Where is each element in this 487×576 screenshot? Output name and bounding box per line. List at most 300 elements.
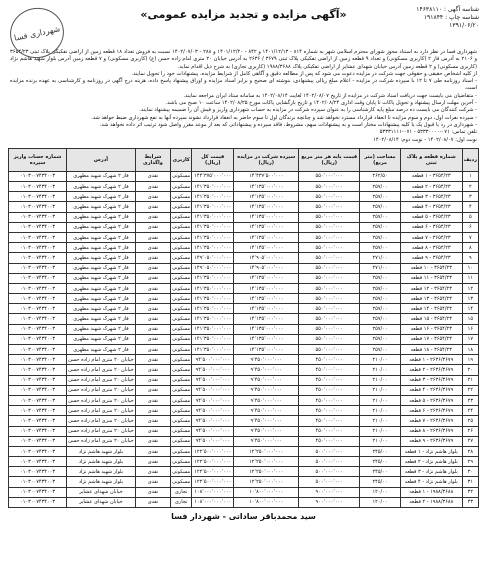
table-cell: ۹۴٬۵۰۰٬۰۰۰٬۰۰۰ (192, 416, 234, 426)
table-cell: نقدی (135, 283, 170, 293)
table-cell: ۵۵۰٬۰۰۰٬۰۰۰ (299, 273, 360, 283)
table-cell: نقدی (135, 232, 170, 242)
table-cell: خیابان ۲۰ متری امام زاده حسن (67, 406, 136, 416)
table-cell: ۸ (462, 243, 478, 253)
table-cell: ۱۹ (462, 355, 478, 365)
table-cell: بلوار هاشم نژاد - ۱ قطعه (400, 446, 462, 456)
table-cell: ۰۱۰۳۰۰۷۴۳۴۰۰۳ (9, 294, 67, 304)
table-cell: فاز ۲ شهرک شهید مطهری (67, 182, 136, 192)
table-cell: ۲۵۷/۰۰ (360, 334, 401, 344)
table-cell: ۰۱۰۳۰۰۷۴۳۴۰۰۳ (9, 334, 67, 344)
table-cell: نقدی (135, 497, 170, 507)
table-cell: ۵۵۰٬۰۰۰٬۰۰۰ (299, 212, 360, 222)
table-cell: ۲۶۳۶/۳۶۷۹ - ۹ قطعه (400, 436, 462, 446)
table-cell: ۹ (462, 253, 478, 263)
page-title: «آگهی مزایده و تجدید مزایده عمومی» (140, 8, 347, 21)
table-cell: مسکونی (171, 426, 192, 436)
table-cell: ۵۵۰٬۰۰۰٬۰۰۰ (299, 334, 360, 344)
table-cell: مسکونی (171, 334, 192, 344)
table-cell: ۰۱۰۳۰۰۷۴۳۴۰۰۳ (9, 345, 67, 355)
table-cell: ۰۱۰۳۰۰۷۴۳۴۰۰۳ (9, 182, 67, 192)
table-cell: ۱۴۱٬۳۵۰٬۰۰۰٬۰۰۰ (192, 243, 234, 253)
table-cell: ۱۴٬۱۳۵٬۰۰۰٬۰۰۰ (234, 294, 299, 304)
column-header: آدرس (67, 148, 136, 171)
table-cell: نقدی (135, 487, 170, 497)
table-cell: ۱۴۱٬۳۵۰٬۰۰۰٬۰۰۰ (192, 222, 234, 232)
table-cell: فاز ۲ شهرک شهید مطهری (67, 243, 136, 253)
table-cell: نقدی (135, 222, 170, 232)
table-cell: ۲۴ (462, 406, 478, 416)
table-cell: ۳۶۵۴/۲۳ - ۱۱ قطعه (400, 273, 462, 283)
table-cell: ۱۴۱٬۳۵۰٬۰۰۰٬۰۰۰ (192, 232, 234, 242)
table-cell: مسکونی (171, 477, 192, 487)
table-row (9, 324, 479, 334)
table-cell: ۵۵۰٬۰۰۰٬۰۰۰ (299, 253, 360, 263)
table-cell: بلوار شهید هاشم نژاد (67, 446, 136, 456)
table-cell: خیابان ۲۰ متری امام زاده حسن (67, 426, 136, 436)
table-cell: نقدی (135, 304, 170, 314)
notice-paragraph: - متقاضیان می بایست جهت دریافت اسناد شرکت در مزایده از تاریخ ۱۴۰۲/۰۸/۰۷ لغایت ۱۴۰۲/۰۸/۱۴ به سامانه ستاد ایران مراجعه نمایند. (183, 92, 477, 99)
table-row (9, 202, 479, 212)
table-cell: ۲۰ (462, 365, 478, 375)
table-cell: ۰۱۰۳۰۰۷۴۳۴۰۰۳ (9, 487, 67, 497)
table-cell: نقدی (135, 192, 170, 202)
table-cell: ۱۴٬۹۰۵٬۰۰۰٬۰۰۰ (234, 263, 299, 273)
table-cell: خیابان ۲۰ متری امام زاده حسن (67, 436, 136, 446)
column-header: کاربری (171, 148, 192, 171)
table-cell: ۱۴ (462, 304, 478, 314)
table-cell: نقدی (135, 406, 170, 416)
table-row (9, 253, 479, 263)
table-cell: ۲۶۳۶/۳۶۷۹ - ۲ قطعه (400, 365, 462, 375)
table-cell: مسکونی (171, 232, 192, 242)
table-cell: ۴۵۰٬۰۰۰٬۰۰۰ (299, 436, 360, 446)
table-cell: ۲۵۷/۰۰ (360, 212, 401, 222)
table-cell: فاز ۲ شهرک شهید مطهری (67, 345, 136, 355)
table-cell: ۲ (462, 182, 478, 192)
table-cell: ۱۲ (462, 283, 478, 293)
table-cell: ۱۲٬۲۵۰٬۰۰۰٬۰۰۰ (234, 467, 299, 477)
table-cell: ۹۴٬۵۰۰٬۰۰۰٬۰۰۰ (192, 365, 234, 375)
table-cell: ۳۶۵۴/۲۳ - ۲ قطعه (400, 182, 462, 192)
table-cell: ۱۹۸۸/۳۶۸۸ - ۲ قطعه (400, 497, 462, 507)
table-row (9, 345, 479, 355)
table-cell: ۵۰۰٬۰۰۰٬۰۰۰ (299, 446, 360, 456)
table-cell: ۲۵ (462, 416, 478, 426)
table-cell: مسکونی (171, 192, 192, 202)
table-row (9, 395, 479, 405)
table-cell: ۱۴٬۴۳۷٬۵۰۰٬۰۰۰ (234, 171, 299, 181)
table-cell: تجاری (171, 487, 192, 497)
table-cell: ۰۱۰۳۰۰۷۴۳۴۰۰۳ (9, 375, 67, 385)
table-cell: ۳۶۵۴/۲۳ - ۹ قطعه (400, 253, 462, 263)
table-cell: نقدی (135, 416, 170, 426)
table-cell: ۲۵۷/۰۰ (360, 182, 401, 192)
table-cell: مسکونی (171, 324, 192, 334)
table-cell: نقدی (135, 334, 170, 344)
table-row (9, 171, 479, 181)
table-cell: ۹٬۴۵۰٬۰۰۰٬۰۰۰ (234, 395, 299, 405)
table-cell: ۳۲ (462, 487, 478, 497)
table-cell: ۳۳ (462, 497, 478, 507)
table-cell: ۵۵۰٬۰۰۰٬۰۰۰ (299, 182, 360, 192)
table-cell: ۲۱۰/۰۰ (360, 375, 401, 385)
table-cell: ۱۴٬۱۳۵٬۰۰۰٬۰۰۰ (234, 212, 299, 222)
table-cell: ۹۴٬۵۰۰٬۰۰۰٬۰۰۰ (192, 426, 234, 436)
table-cell: ۰۱۰۳۰۰۷۴۳۴۰۰۳ (9, 416, 67, 426)
table-cell: ۱۴٬۱۳۵٬۰۰۰٬۰۰۰ (234, 345, 299, 355)
table-row (9, 426, 479, 436)
notice-meta (416, 6, 479, 30)
table-cell: نقدی (135, 273, 170, 283)
table-cell: ۹۴٬۵۰۰٬۰۰۰٬۰۰۰ (192, 406, 234, 416)
table-cell: ۹۴٬۵۰۰٬۰۰۰٬۰۰۰ (192, 385, 234, 395)
table-cell: ۱۴۹٬۰۵۰٬۰۰۰٬۰۰۰ (192, 263, 234, 273)
table-cell: ۵۵۰٬۰۰۰٬۰۰۰ (299, 324, 360, 334)
table-cell: مسکونی (171, 243, 192, 253)
table-cell: ۹۰۰٬۰۰۰٬۰۰۰ (299, 487, 360, 497)
table-cell: ۰۱۰۳۰۰۷۴۳۴۰۰۳ (9, 324, 67, 334)
table-cell: خیابان ۲۰ متری امام زاده حسن (67, 375, 136, 385)
table-cell: ۳۶۵۴/۲۳ - ۱۵ قطعه (400, 314, 462, 324)
table-cell: نقدی (135, 345, 170, 355)
table-cell: ۲۴۵/۰۰ (360, 467, 401, 477)
table-cell: ۳۶۵۴/۲۳ - ۶ قطعه (400, 222, 462, 232)
table-row (9, 365, 479, 375)
table-cell: ۱۴٬۱۳۵٬۰۰۰٬۰۰۰ (234, 232, 299, 242)
column-header: سپرده شرکت در مزایده (ریال) (234, 148, 299, 171)
table-cell: ۲۶۳۶/۳۶۷۹ - ۶ قطعه (400, 406, 462, 416)
table-cell: ۹٬۴۵۰٬۰۰۰٬۰۰۰ (234, 436, 299, 446)
table-cell: ۴۵۰٬۰۰۰٬۰۰۰ (299, 375, 360, 385)
table-cell: ۲۶۲/۵۰ (360, 171, 401, 181)
table-cell: ۱۴۱٬۳۵۰٬۰۰۰٬۰۰۰ (192, 182, 234, 192)
table-cell: مسکونی (171, 457, 192, 467)
table-cell: بلوار هاشم نژاد - ۲ قطعه (400, 457, 462, 467)
table-cell: ۰۱۰۳۰۰۷۴۳۴۰۰۳ (9, 243, 67, 253)
table-cell: مسکونی (171, 314, 192, 324)
table-cell: ۱۲۲٬۵۰۰٬۰۰۰٬۰۰۰ (192, 457, 234, 467)
table-cell: نقدی (135, 324, 170, 334)
table-cell: ۰۱۰۳۰۰۷۴۳۴۰۰۳ (9, 304, 67, 314)
table-cell: فاز ۲ شهرک شهید مطهری (67, 192, 136, 202)
table-cell: ۲۵۷/۰۰ (360, 324, 401, 334)
table-cell: ۱۸ (462, 345, 478, 355)
table-cell: ۹۴٬۵۰۰٬۰۰۰٬۰۰۰ (192, 355, 234, 365)
table-row (9, 467, 479, 477)
table-cell: ۱۴۱٬۳۵۰٬۰۰۰٬۰۰۰ (192, 324, 234, 334)
table-cell: ۱۴۹٬۰۵۰٬۰۰۰٬۰۰۰ (192, 253, 234, 263)
table-cell: ۱۴۱٬۳۵۰٬۰۰۰٬۰۰۰ (192, 192, 234, 202)
table-cell: ۹٬۴۵۰٬۰۰۰٬۰۰۰ (234, 406, 299, 416)
table-cell: ۳۶۵۴/۲۳ - ۱۲ قطعه (400, 283, 462, 293)
notice-body (8, 49, 479, 144)
table-cell: ۵۵۰٬۰۰۰٬۰۰۰ (299, 171, 360, 181)
table-cell: ۳۶۵۴/۲۳ - ۱ قطعه (400, 171, 462, 181)
meta-line: شناسه آگهی : ۱۴۶۳۸۱۱۰ (416, 6, 479, 13)
table-cell: ۵۵۰٬۰۰۰٬۰۰۰ (299, 304, 360, 314)
table-cell: ۱۳ (462, 294, 478, 304)
table-cell: ۲۱ (462, 375, 478, 385)
table-cell: ۱۴۱٬۳۵۰٬۰۰۰٬۰۰۰ (192, 273, 234, 283)
logo-text: شهرداری فسا (13, 23, 61, 43)
notice-paragraph: - شرکت کنندگان می بایست ده درصد مبلغ پایه کارشناسی را به عنوان سپرده شرکت در مزایده به حساب شهرداری واریز و فیش آن را ضمیمه پیشنهاد نمایند. (139, 107, 477, 114)
table-header-row (9, 148, 479, 171)
table-cell: نقدی (135, 314, 170, 324)
table-cell: نقدی (135, 212, 170, 222)
column-header: قیمت پایه هر متر مربع (ریال) (299, 148, 360, 171)
table-cell: ۴۵۰٬۰۰۰٬۰۰۰ (299, 406, 360, 416)
table-cell: ۲۵۷/۰۰ (360, 314, 401, 324)
table-cell: ۵۵۰٬۰۰۰٬۰۰۰ (299, 263, 360, 273)
table-cell: ۰۱۰۳۰۰۷۴۳۴۰۰۳ (9, 283, 67, 293)
table-cell: فاز ۲ شهرک شهید مطهری (67, 273, 136, 283)
table-cell: ۲۵۷/۰۰ (360, 304, 401, 314)
table-cell: مسکونی (171, 283, 192, 293)
table-row (9, 334, 479, 344)
table-cell: ۰۱۰۳۰۰۷۴۳۴۰۰۳ (9, 355, 67, 365)
column-header: شماره قطعه و پلاک ثبتی (400, 148, 462, 171)
table-cell: ۰۱۰۳۰۰۷۴۳۴۰۰۳ (9, 477, 67, 487)
table-cell: ۰۱۰۳۰۰۷۴۳۴۰۰۳ (9, 263, 67, 273)
table-cell: ۴ (462, 202, 478, 212)
table-cell: مسکونی (171, 345, 192, 355)
meta-line: شناسه چاپ : ۱۹۱۸۴۴ (423, 14, 479, 21)
table-cell: ۱۰۸٬۰۰۰٬۰۰۰٬۰۰۰ (192, 487, 234, 497)
table-row (9, 385, 479, 395)
table-cell: ۲۱۰/۰۰ (360, 406, 401, 416)
table-cell: فاز ۲ شهرک شهید مطهری (67, 253, 136, 263)
table-cell: ۲۶ (462, 426, 478, 436)
notice-paragraph: - آخرین مهلت ارسال پیشنهاد و تحویل پاکات تا پایان وقت اداری ۱۴۰۲/۰۸/۲۴ و تاریخ بازگشایی پاکات مورخ ۱۴۰۲/۰۸/۲۵ ساعت ۱۰ صبح می باشد. (165, 100, 477, 107)
table-cell: ۴۵۰٬۰۰۰٬۰۰۰ (299, 365, 360, 375)
table-cell: ۳۶۵۴/۲۳ - ۱۶ قطعه (400, 324, 462, 334)
table-cell: ۳۶۵۴/۲۳ - ۱۷ قطعه (400, 334, 462, 344)
table-cell: فاز ۲ شهرک شهید مطهری (67, 263, 136, 273)
table-cell: فاز ۲ شهرک شهید مطهری (67, 283, 136, 293)
table-row (9, 294, 479, 304)
table-cell: ۹٬۴۵۰٬۰۰۰٬۰۰۰ (234, 375, 299, 385)
table-cell: بلوار شهید هاشم نژاد (67, 457, 136, 467)
table-cell: ۳۶۵۴/۲۳ - ۴ قطعه (400, 202, 462, 212)
table-cell: ۱۴٬۱۳۵٬۰۰۰٬۰۰۰ (234, 182, 299, 192)
table-cell: مسکونی (171, 365, 192, 375)
table-cell: ۳۶۵۴/۲۳ - ۷ قطعه (400, 232, 462, 242)
table-cell: مسکونی (171, 446, 192, 456)
table-cell: ۱۱ (462, 273, 478, 283)
table-cell: ۱۴٬۹۰۵٬۰۰۰٬۰۰۰ (234, 253, 299, 263)
table-cell: ۲۹ (462, 457, 478, 467)
table-body (9, 171, 479, 507)
table-cell: ۲۶۳۶/۳۶۷۹ - ۴ قطعه (400, 385, 462, 395)
table-cell: ۰۱۰۳۰۰۷۴۳۴۰۰۳ (9, 406, 67, 416)
table-cell: ۰۱۰۳۰۰۷۴۳۴۰۰۳ (9, 395, 67, 405)
table-cell: ۱۷ (462, 334, 478, 344)
table-cell: مسکونی (171, 395, 192, 405)
table-cell: ۱۴۱٬۳۵۰٬۰۰۰٬۰۰۰ (192, 314, 234, 324)
table-row (9, 273, 479, 283)
table-cell: ۹٬۴۵۰٬۰۰۰٬۰۰۰ (234, 416, 299, 426)
table-cell: فاز ۲ شهرک شهید مطهری (67, 304, 136, 314)
table-cell: ۵۵۰٬۰۰۰٬۰۰۰ (299, 202, 360, 212)
table-cell: ۲۵۷/۰۰ (360, 273, 401, 283)
table-cell: ۱۲٬۲۵۰٬۰۰۰٬۰۰۰ (234, 477, 299, 487)
table-cell: ۱۴٬۱۳۵٬۰۰۰٬۰۰۰ (234, 283, 299, 293)
table-cell: مسکونی (171, 182, 192, 192)
table-row (9, 192, 479, 202)
table-cell: مسکونی (171, 253, 192, 263)
table-cell: ۱۶ (462, 324, 478, 334)
table-cell: نقدی (135, 182, 170, 192)
table-cell: ۴۵۰٬۰۰۰٬۰۰۰ (299, 426, 360, 436)
table-row (9, 283, 479, 293)
table-cell: ۵۵۰٬۰۰۰٬۰۰۰ (299, 345, 360, 355)
table-cell: ۲۱۰/۰۰ (360, 355, 401, 365)
table-cell: ۰۱۰۳۰۰۷۴۳۴۰۰۳ (9, 497, 67, 507)
table-row (9, 446, 479, 456)
table-cell: ۲۵۷/۰۰ (360, 283, 401, 293)
table-cell: ۱۴۱٬۳۵۰٬۰۰۰٬۰۰۰ (192, 202, 234, 212)
table-cell: فاز ۲ شهرک شهید مطهری (67, 232, 136, 242)
notice-paragraph: شهرداری فسا در نظر دارد به استناد مجوز شورای محترم اسلامی شهر به شماره ۸۱۴ - ۱۴۰۱/۱۲/۱۳ و ۸۴۲ - ۱۴۰۱/۱۲/۲۰ و ۲۸۸ - ۱۴۰۲/۰۷/۰۳ نسبت به فروش تعداد ۱۸ قطعه زمین از اراضی تفکیکی پلاک ثبتی ۳۶۵۴/۲۳ و ۲۱۰۶ به آدرس فاز ۲ (کاربری مسکونی) و تعداد ۹ قطعه زمین از اراضی تفکیکی پلاک ثبتی ۳۶۷۹ / ۲۶۳۶ به آدرس خیابان ۲۰ متری امام زاده حسن (ع) (کاربری مسکونی) و ۷ قطعه زمین آدرس بلوار شهید هاشم نژاد (کاربری مسکونی) و ۲ قطعه زمین آدرس خیابان شهدای عشایر از اراضی تفکیکی پلاک ۱۹۸۸/۳۶۸۸ (کاربری تجاری) به شرح ذیل اقدام نماید. (10, 49, 478, 70)
table-cell: تجاری (171, 497, 192, 507)
table-cell: ۲۲ (462, 385, 478, 395)
table-cell: ۲۴۵/۰۰ (360, 446, 401, 456)
table-cell: ۹۴٬۵۰۰٬۰۰۰٬۰۰۰ (192, 375, 234, 385)
table-cell: ۳۶۵۴/۲۳ - ۱۰ قطعه (400, 263, 462, 273)
table-cell: ۱۴٬۱۳۵٬۰۰۰٬۰۰۰ (234, 334, 299, 344)
table-cell: ۳۶۵۴/۲۳ - ۸ قطعه (400, 243, 462, 253)
table-cell: ۲۵۷/۰۰ (360, 222, 401, 232)
table-cell: ۵۵۰٬۰۰۰٬۰۰۰ (299, 232, 360, 242)
notice-paragraph: - شهرداری در رد یا قبول یک یا کلیه پیشنهادات مختار است و به پیشنهادات مبهم، مشروط، فاقد سپرده و پیشنهاداتی که بعد از موعد مقرر واصل شود ترتیب اثر داده نخواهد شد. (99, 121, 477, 128)
table-cell: ۲۶۳۶/۳۶۷۹ - ۸ قطعه (400, 426, 462, 436)
table-row (9, 497, 479, 507)
table-cell: ۲۵۷/۰۰ (360, 345, 401, 355)
table-cell: فاز ۲ شهرک شهید مطهری (67, 212, 136, 222)
table-cell: ۵۰۰٬۰۰۰٬۰۰۰ (299, 477, 360, 487)
notice-paragraph: - سپرده نفرات اول، دوم و سوم مزایده تا انعقاد قرارداد مسترد نخواهد شد و چنانچه برندگان اول تا سوم حاضر به انعقاد قرارداد نشوند سپرده آنها به نفع شهرداری ضبط خواهد شد. (91, 114, 477, 121)
table-cell: بلوار شهید هاشم نژاد (67, 467, 136, 477)
table-row (9, 222, 479, 232)
table-cell: فاز ۲ شهرک شهید مطهری (67, 324, 136, 334)
table-cell: نقدی (135, 467, 170, 477)
table-cell: ۱۴٬۱۳۵٬۰۰۰٬۰۰۰ (234, 243, 299, 253)
table-cell: ۱۰٬۸۰۰٬۰۰۰٬۰۰۰ (234, 497, 299, 507)
table-cell: ۵۵۰٬۰۰۰٬۰۰۰ (299, 283, 360, 293)
table-cell: مسکونی (171, 171, 192, 181)
table-cell: ۹٬۴۵۰٬۰۰۰٬۰۰۰ (234, 365, 299, 375)
table-cell: ۱۴٬۱۳۵٬۰۰۰٬۰۰۰ (234, 314, 299, 324)
table-cell: خیابان شهدای عشایر (67, 487, 136, 497)
table-cell: ۴۵۰٬۰۰۰٬۰۰۰ (299, 416, 360, 426)
table-cell: ۰۱۰۳۰۰۷۴۳۴۰۰۳ (9, 426, 67, 436)
table-cell: خیابان ۲۰ متری امام زاده حسن (67, 385, 136, 395)
table-cell: خیابان شهدای عشایر (67, 497, 136, 507)
table-cell: ۲۵۷/۰۰ (360, 294, 401, 304)
table-cell: فاز ۲ شهرک شهید مطهری (67, 202, 136, 212)
table-row (9, 355, 479, 365)
table-cell: ۱۹۸۸/۳۶۸۸ - ۱ قطعه (400, 487, 462, 497)
table-cell: ۱۴۱٬۳۵۰٬۰۰۰٬۰۰۰ (192, 304, 234, 314)
table-cell: ۳ (462, 192, 478, 202)
table-cell: خیابان ۲۰ متری امام زاده حسن (67, 416, 136, 426)
table-row (9, 375, 479, 385)
table-cell: ۹۰۰٬۰۰۰٬۰۰۰ (299, 497, 360, 507)
column-header: قیمت کل (ریال) (192, 148, 234, 171)
table-row (9, 436, 479, 446)
table-row (9, 457, 479, 467)
notice-paragraph: - اسناد روزنامه طی ۷ تا ۱۲ با سپرده شرکت در مزایده - اعلام مبلغ ریالی پیشنهادی، بنوشته ای صحیح و برابر اسناد مزایده و اوراق پیشنهاد پاسخ داده، هزینه درج آگهی در روزنامه و کارشناسی به عهده برنده مزایده است. (10, 78, 478, 92)
table-cell: ۱۴۱٬۳۵۰٬۰۰۰٬۰۰۰ (192, 212, 234, 222)
table-cell: ۰۱۰۳۰۰۷۴۳۴۰۰۳ (9, 467, 67, 477)
table-cell: مسکونی (171, 375, 192, 385)
table-cell: ۲۷۱/۰۰ (360, 253, 401, 263)
table-cell: مسکونی (171, 467, 192, 477)
table-row (9, 304, 479, 314)
table-cell: بلوار هاشم نژاد - ۳ قطعه (400, 467, 462, 477)
table-row (9, 263, 479, 273)
table-cell: ۲۳ (462, 395, 478, 405)
table-cell: مسکونی (171, 273, 192, 283)
table-cell: ۳۶۵۴/۲۳ - ۱۳ قطعه (400, 294, 462, 304)
table-cell: ۹٬۴۵۰٬۰۰۰٬۰۰۰ (234, 426, 299, 436)
table-cell: ۵۵۰٬۰۰۰٬۰۰۰ (299, 314, 360, 324)
table-row (9, 232, 479, 242)
table-cell: ۱ (462, 171, 478, 181)
table-cell: ۰۱۰۳۰۰۷۴۳۴۰۰۳ (9, 232, 67, 242)
table-cell: ۰۱۰۳۰۰۷۴۳۴۰۰۳ (9, 202, 67, 212)
table-cell: نقدی (135, 436, 170, 446)
table-row (9, 416, 479, 426)
table-cell: خیابان ۲۰ متری امام زاده حسن (67, 395, 136, 405)
table-row (9, 314, 479, 324)
signature: سید محمدباقر ساداتی - شهردار فسا (171, 512, 316, 522)
table-cell: ۱۵ (462, 314, 478, 324)
table-cell: نقدی (135, 426, 170, 436)
table-cell: نقدی (135, 477, 170, 487)
table-cell: بلوار شهید هاشم نژاد (67, 477, 136, 487)
table-cell: ۳۶۵۴/۲۳ - ۱۸ قطعه (400, 345, 462, 355)
table-cell: ۲۵۷/۰۰ (360, 232, 401, 242)
table-cell: ۲۶۳۶/۳۶۷۹ - ۱ قطعه (400, 355, 462, 365)
table-cell: ۲۴۵/۰۰ (360, 457, 401, 467)
table-cell: خیابان ۲۰ متری امام زاده حسن (67, 365, 136, 375)
table-cell: ۰۱۰۳۰۰۷۴۳۴۰۰۳ (9, 314, 67, 324)
table-cell: ۲۱۰/۰۰ (360, 385, 401, 395)
table-cell: ۱۰۸٬۰۰۰٬۰۰۰٬۰۰۰ (192, 497, 234, 507)
table-cell: نقدی (135, 446, 170, 456)
table-cell: ۰۱۰۳۰۰۷۴۳۴۰۰۳ (9, 446, 67, 456)
table-cell: ۴۵۰٬۰۰۰٬۰۰۰ (299, 395, 360, 405)
table-cell: مسکونی (171, 304, 192, 314)
table-cell: ۰۱۰۳۰۰۷۴۳۴۰۰۳ (9, 222, 67, 232)
table-cell: ۲۱۰/۰۰ (360, 395, 401, 405)
table-cell: ۰۱۰۳۰۰۷۴۳۴۰۰۳ (9, 171, 67, 181)
table-cell: ۰۱۰۳۰۰۷۴۳۴۰۰۳ (9, 273, 67, 283)
table-cell: ۳۶۵۴/۲۳ - ۱۴ قطعه (400, 304, 462, 314)
meta-line: ۱۳۹۱/۰۶/۲۰ (449, 22, 479, 29)
table-cell: ۳۶۵۴/۲۳ - ۳ قطعه (400, 192, 462, 202)
table-cell: ۲۶۳۶/۳۶۷۹ - ۵ قطعه (400, 395, 462, 405)
table-cell: ۵۵۰٬۰۰۰٬۰۰۰ (299, 243, 360, 253)
table-cell: ۲۱۰/۰۰ (360, 365, 401, 375)
table-cell: مسکونی (171, 406, 192, 416)
table-cell: ۲۱۰/۰۰ (360, 416, 401, 426)
table-cell: خیابان ۲۰ متری امام زاده حسن (67, 355, 136, 365)
table-cell: ۱۲۰/۰۰ (360, 497, 401, 507)
table-cell: ۰۱۰۳۰۰۷۴۳۴۰۰۳ (9, 436, 67, 446)
